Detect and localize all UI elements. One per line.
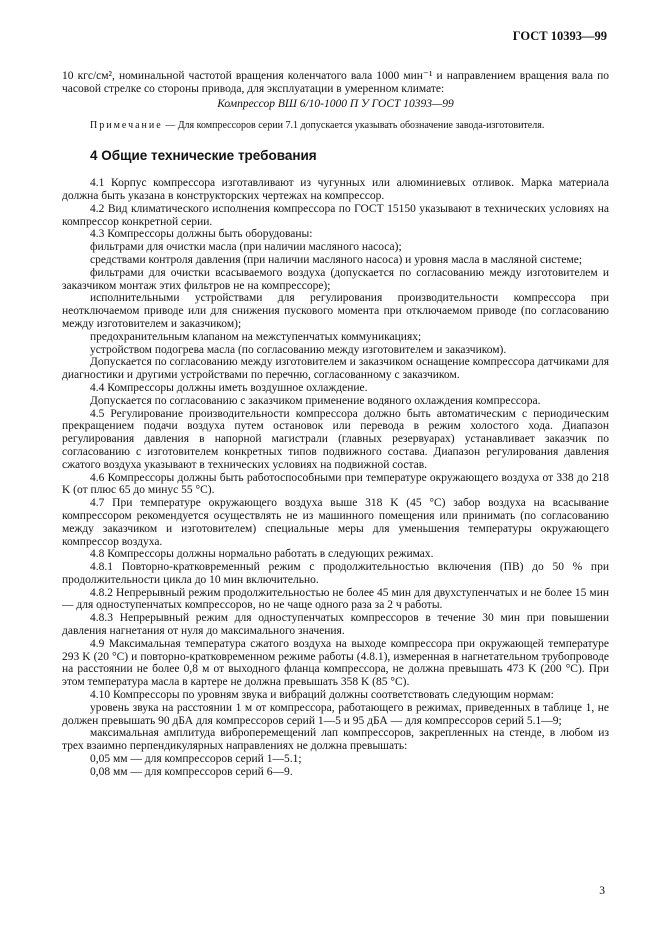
- paragraph: 4.6 Компрессоры должны быть работоспособными при температуре окружающего воздуха от 338 до 218 K (от плюс 65 до минус 55 °C).: [62, 471, 609, 497]
- paragraph: 0,08 мм — для компрессоров серий 6—9.: [90, 765, 293, 778]
- designation-example: Компрессор ВШ 6/10-1000 П У ГОСТ 10393—99: [217, 97, 454, 110]
- paragraph: 4.9 Максимальная температура сжатого воздуха на выходе компрессора при окружающей температуре 293 K (20 °C) и повторно-кратковременном режиме работы (4.8.1), измеренная в нагнетательном трубопроводе на расстоянии не более 0,8 м от выходного фланца компрессора, не должна превышать 473 K (200 °C). При этом температура масла в картере не должна превышать 358 K (85 °C).: [62, 637, 609, 689]
- intro-text: 10 кгс/см², номинальной частотой вращения коленчатого вала 1000 мин⁻¹ и направлением вращения вала по часовой стрелке со стороны привода, для эксплуатации в умеренном климате:: [62, 70, 609, 95]
- paragraph: 4.8.2 Непрерывный режим продолжительностью не более 45 мин для двухступенчатых и не более 15 мин — для одноступенчатых компрессоров, но не чаще одного раза за 2 ч работы.: [62, 586, 609, 612]
- paragraph: устройством подогрева масла (по согласованию между изготовителем и заказчиком).: [90, 343, 507, 356]
- page-content: [62, 70, 609, 779]
- section-title: 4 Общие технические требования: [90, 148, 317, 164]
- paragraph: Допускается по согласованию между изготовителем и заказчиком оснащение компрессора датчиками для диагностики и другими устройствами по перечню, согласованному с заказчиком.: [62, 356, 609, 382]
- paragraph: 4.8 Компрессоры должны нормально работать в следующих режимах.: [90, 548, 434, 561]
- paragraph: 0,05 мм — для компрессоров серий 1—5.1;: [90, 753, 302, 766]
- note-label: Примечание: [90, 120, 163, 132]
- paragraph: фильтрами для очистки всасываемого воздуха (допускается по согласованию между изготовителем и заказчиком монтаж этих фильтров не на компрессоре);: [62, 266, 609, 292]
- paragraph: 4.1 Корпус компрессора изготавливают из чугунных или алюминиевых отливок. Марка материала должна быть указана в конструкторских чертежах на компрессор.: [62, 177, 609, 202]
- paragraph: исполнительными устройствами для регулирования производительности компрессора при неотключаемом приводе или для снижения пускового момента при отключаемом приводе (по согласованию между изготовителем и заказчиком);: [62, 292, 609, 330]
- paragraph: 4.10 Компрессоры по уровням звука и вибраций должны соответствовать следующим нормам:: [90, 689, 554, 702]
- document-number-header: ГОСТ 10393—99: [512, 29, 607, 43]
- paragraph: 4.7 При температуре окружающего воздуха выше 318 K (45 °C) забор воздуха на всасывание компрессором рекомендуется осуществлять не из машинного помещения или принимать (по согласованию между заказчиком и изготовителем) специальные меры для уменьшения температуры окружающего компрессор воздуха.: [62, 497, 609, 548]
- paragraph: средствами контроля давления (при наличии масляного насоса) и уровня масла в масляной системе;: [90, 253, 583, 266]
- note: [62, 120, 609, 132]
- section-body: [62, 177, 609, 778]
- paragraph: 4.2 Вид климатического исполнения компрессора по ГОСТ 15150 указывают в технических условиях на компрессор конкретной серии.: [62, 202, 609, 228]
- paragraph: 4.3 Компрессоры должны быть оборудованы:: [90, 228, 313, 241]
- paragraph: 4.8.1 Повторно-кратковременный режим с продолжительностью включения (ПВ) до 50 % при продолжительности цикла до 10 мин включительно.: [62, 561, 609, 586]
- paragraph: 4.5 Регулирование производительности компрессора должно быть автоматическим с периодическим прекращением подачи воздуха путем остановок или перевода в режим холостого хода. Диапазон регулирования давления в напорной магистрали (главных резервуарах) устанавливает заказчик по согласованию с изготовителем конкретных типов подвижного состава. Диапазон регулирования давления сжатого воздуха указывают в технических условиях на подвижной состав.: [62, 407, 609, 471]
- note-text: — Для компрессоров серии 7.1 допускается указывать обозначение завода-изготовителя.: [162, 120, 545, 132]
- paragraph: максимальная амплитуда виброперемещений лап компрессоров, закрепленных на стенде, в любом из трех взаимно перпендикулярных направлениях не должна превышать:: [62, 727, 609, 753]
- page-number: 3: [599, 885, 605, 897]
- paragraph: 4.4 Компрессоры должны иметь воздушное охлаждение.: [90, 381, 368, 394]
- paragraph: уровень звука на расстоянии 1 м от компрессора, работающего в режимах, приведенных в таблице 1, не должен превышать 90 дБА для компрессоров серий 1—5 и 95 дБА — для компрессоров серий 5.1—9;: [62, 701, 609, 727]
- paragraph: фильтрами для очистки масла (при наличии масляного насоса);: [90, 241, 402, 254]
- paragraph: 4.8.3 Непрерывный режим для одноступенчатых компрессоров в течение 30 мин при повышении давления нагнетания от нуля до максимального значения.: [62, 612, 609, 638]
- paragraph: предохранительным клапаном на межступенчатых коммуникациях;: [90, 330, 422, 343]
- paragraph: Допускается по согласованию с заказчиком применение водяного охлаждения компрессора.: [90, 394, 541, 407]
